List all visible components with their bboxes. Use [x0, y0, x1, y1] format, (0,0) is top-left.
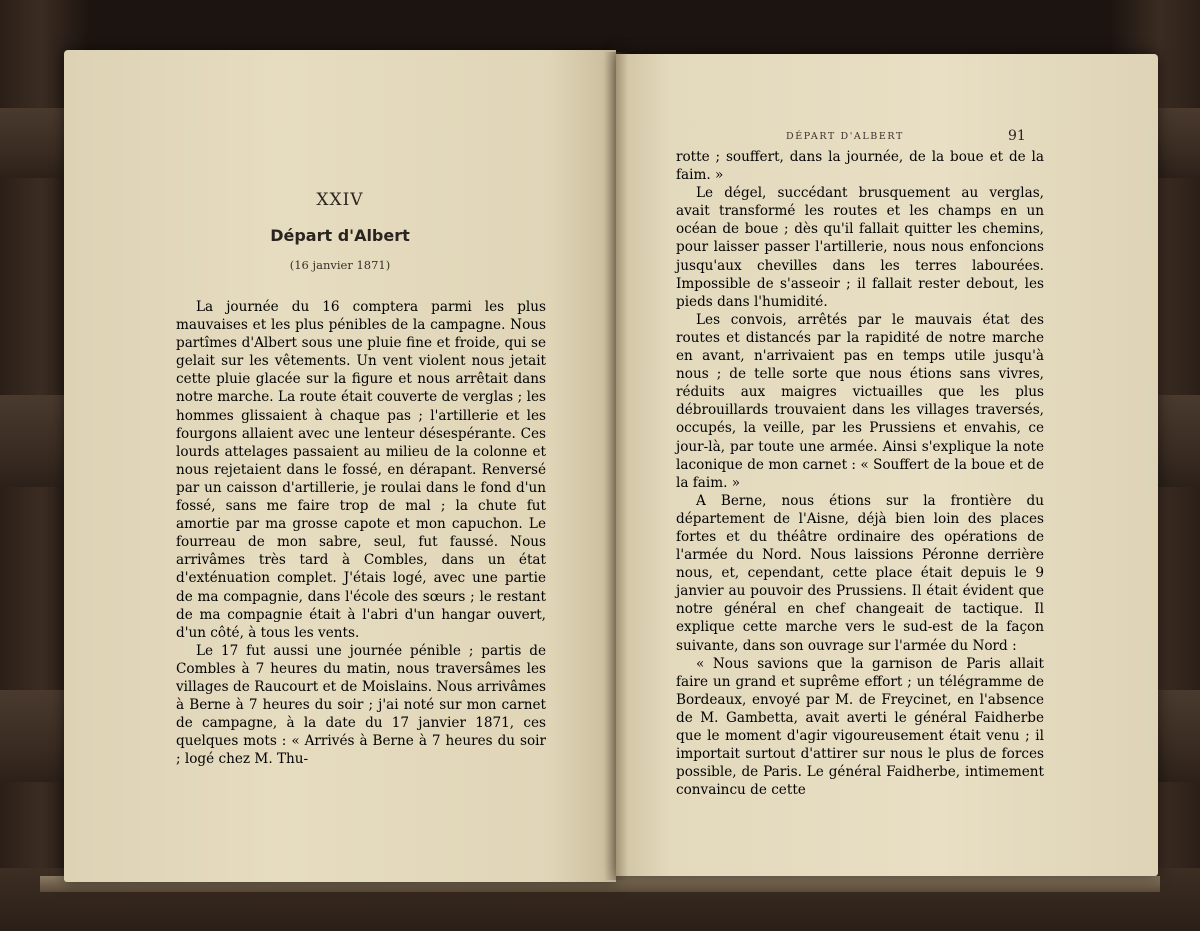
chapter-date: (16 janvier 1871) — [289, 258, 391, 272]
chapter-title: Départ d'Albert — [270, 226, 410, 245]
book-gutter — [604, 52, 628, 880]
left-page-body — [176, 298, 546, 768]
paragraph: A Berne, nous étions sur la frontière du département de l'Aisne, déjà bien loin des places fortes et du théâtre ordinaire des opérations de l'armée du Nord. Nous laissions Péronne derrière nous, et, cependant, cette place était depuis le 9 janvier au pouvoir des Prussiens. Il était évident que notre général en chef changeait de tactique. Il explique cette marche vers le sud-est de la façon suivante, dans son ouvrage sur l'armée du Nord : — [676, 492, 1044, 654]
paragraph: Le dégel, succédant brusquement au verglas, avait transformé les routes et les champs en un océan de boue ; dès qu'il fallait quitter les chemins, pour laisser passer l'artillerie, nous nous enfoncions jusqu'aux chevilles dans les terres labourées. Impossible de s'asseoir ; il fallait rester debout, les pieds dans l'humidité. — [676, 185, 1044, 310]
paragraph: rotte ; souffert, dans la journée, de la boue et de la faim. » — [676, 149, 1044, 184]
paragraph: « Nous savions que la garnison de Paris allait faire un grand et suprême effort ; un télégramme de Bordeaux, envoyé par M. de Freycinet, en l'absence de M. Gambetta, avait averti le général Faidherbe que le moment d'agir vigoureusement était venu ; il importait surtout d'attirer sur nous le plus de forces possible, de Paris. Le général Faidherbe, intimement convaincu de cette — [676, 655, 1044, 799]
paragraph: Le 17 fut aussi une journée pénible ; partis de Combles à 7 heures du matin, nous traversâmes les villages de Raucourt et de Moislains. Nous arrivâmes à Berne à 7 heures du soir ; j'ai noté sur mon carnet de campagne, à la date du 17 janvier 1871, ces quelques mots : « Arrivés à Berne à 7 heures du soir ; logé chez M. Thu- — [176, 642, 546, 768]
page-number: 91 — [1008, 128, 1026, 144]
right-page-body — [676, 148, 1044, 799]
chapter-number: XXIV — [316, 190, 364, 210]
paragraph: La journée du 16 comptera parmi les plus mauvaises et les plus pénibles de la campagne. Nous partîmes d'Albert sous une pluie fine et froide, qui se gelait sur les vêtements. Un vent violent nous jetait cette pluie glacée sur la figure et nous arrêtait dans notre marche. La route était couverte de verglas ; les hommes glissaient à chaque pas ; l'artillerie et les fourgons allaient avec une lenteur désespérante. Ces lourds attelages passaient au milieu de la colonne et nous rejetaient dans le fossé, en dérapant. Renversé par un caisson d'artillerie, je roulai dans le fond d'un fossé, sans me faire trop de mal ; la chute fut amortie par ma grosse capote et mon capuchon. Le fourreau de mon sabre, seul, fut faussé. Nous arrivâmes très tard à Combles, dans un état d'exténuation complet. J'étais logé, avec une partie de ma compagnie, dans l'école des sœurs ; le restant de ma compagnie était à l'abri d'un hangar ouvert, d'un côté, à tous les vents. — [176, 299, 546, 641]
running-head: DÉPART D'ALBERT — [786, 131, 904, 142]
paragraph: Les convois, arrêtés par le mauvais état des routes et distancés par la rapidité de notre marche en avant, n'arrivaient pas en temps utile jusqu'à nous ; de telle sorte que nous étions sans vivres, réduits aux maigres victuailles que les plus débrouillards trouvaient dans les villages traversés, occupés, la veille, par les Prussiens et envahis, ce jour-là, par toute une armée. Ainsi s'explique la note laconique de mon carnet : « Souffert de la boue et de la faim. » — [676, 311, 1044, 491]
